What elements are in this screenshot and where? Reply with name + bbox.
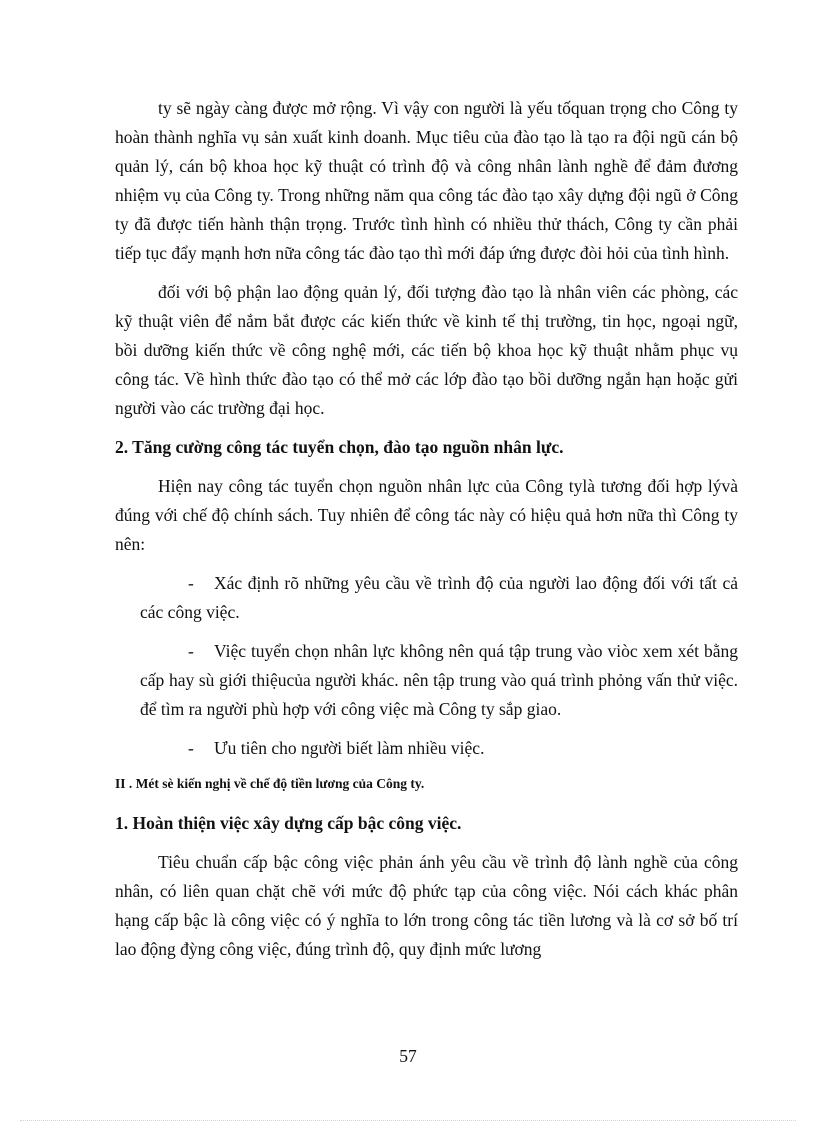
section-heading-salary: II . Mét sè kiến nghị về chế độ tiền lương của Công ty.: [115, 776, 425, 791]
paragraph-management-staff: đối với bộ phận lao động quản lý, đối tượng đào tạo là nhân viên các phòng, các kỹ thuật viên để nắm bắt được các kiến thức về kinh tế thị trường, tin học, ngoại ngữ, bồi dưỡng kiến thức về công nghệ mới, các tiến bộ khoa học kỹ thuật nhằm phục vụ công tác. Về hình thức đào tạo có thể mở các lớp đào tạo bồi dưỡng ngắn hạn hoặc gửi người vào các trường đại học.: [115, 282, 738, 418]
list-item-text: Ưu tiên cho người biết làm nhiều việc.: [214, 738, 485, 758]
page-number: 57: [399, 1046, 417, 1066]
list-item-text: Việc tuyển chọn nhân lực không nên quá tập trung vào viòc xem xét bằng cấp hay sù giới thiệucủa người khác. nên tập trung vào quá trình phỏng vấn thử việc. để tìm ra người phù hợp với công việc mà Công ty sắp giao.: [140, 641, 738, 719]
heading-recruitment: 2. Tăng cường công tác tuyển chọn, đào tạo nguồn nhân lực.: [115, 437, 564, 457]
list-item: [140, 734, 738, 763]
bullet-dash: -: [188, 738, 194, 758]
paragraph-recruitment: Hiện nay công tác tuyển chọn nguồn nhân lực của Công tylà tương đối hợp lývà đúng với chế độ chính sách. Tuy nhiên để công tác này có hiệu quả hơn nữa thì Công ty nên:: [115, 476, 738, 554]
list-item-text: Xác định rõ những yêu cầu về trình độ của người lao động đối với tất cả các công việc.: [140, 573, 738, 622]
paragraph-job-grading: Tiêu chuẩn cấp bậc công việc phản ánh yêu cầu về trình độ lành nghề của công nhân, có liên quan chặt chẽ với mức độ phức tạp của công việc. Nói cách khác phân hạng cấp bậc là công việc có ý nghĩa to lớn trong công tác tiền lương và là cơ sở bố trí lao động đỳng công việc, đúng trình độ, quy định mức lương: [115, 852, 738, 959]
list-item: [140, 569, 738, 627]
bullet-dash: -: [188, 641, 194, 661]
paragraph-training-intro: ty sẽ ngày càng được mở rộng. Vì vậy con người là yếu tốquan trọng cho Công ty hoàn thành nghĩa vụ sản xuất kinh doanh. Mục tiêu của đào tạo là tạo ra đội ngũ cán bộ quản lý, cán bộ khoa học kỹ thuật có trình độ và công nhân lành nghề để đảm đương nhiệm vụ của Công ty. Trong những năm qua công tác đào tạo xây dựng đội ngũ ở Công ty đã được tiến hành thận trọng. Trước tình hình có nhiều thử thách, Công ty cần phải tiếp tục đẩy mạnh hơn nữa công tác đào tạo thì mới đáp ứng được đòi hỏi của tình hình.: [115, 98, 738, 263]
bullet-dash: -: [188, 573, 194, 593]
list-item: [140, 637, 738, 724]
footer-divider: [20, 1120, 796, 1121]
page-content: [115, 94, 738, 974]
heading-job-grading: 1. Hoàn thiện việc xây dựng cấp bậc công việc.: [115, 813, 462, 833]
